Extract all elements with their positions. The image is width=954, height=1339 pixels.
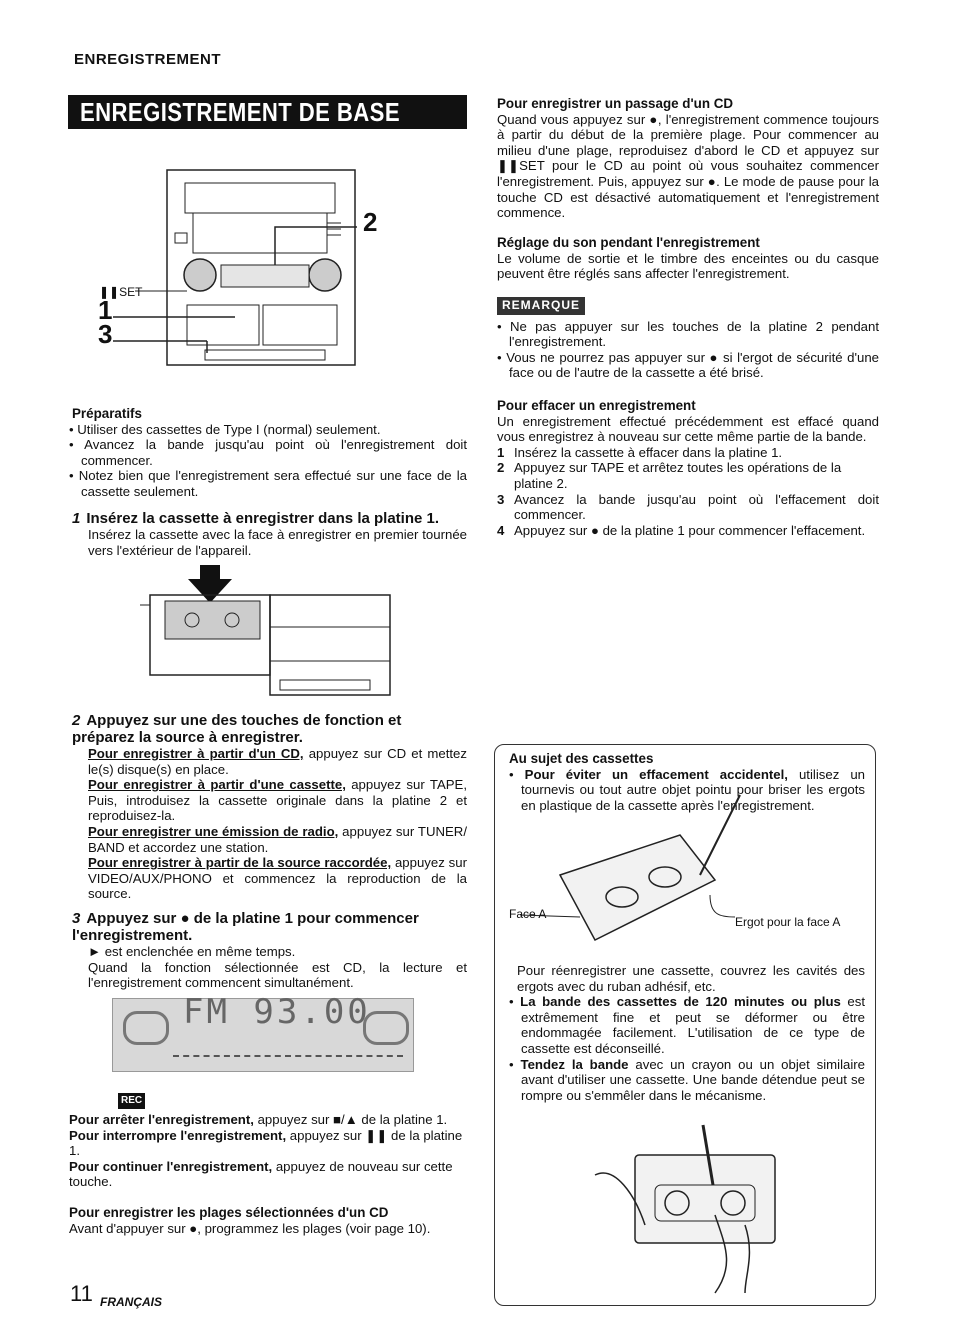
control-text: appuyez sur ■/▲ de la platine 1. xyxy=(253,1112,448,1127)
cd-passage-body: Quand vous appuyez sur ●, l'enregistrement commence toujours à partir du début de la première plage. Pour commencer au milieu d'une plage, reproduisez d'abord le CD et appuyez sur ❚❚SET pour le CD au point où vous souhaitez commencer l'enregistrement. Puis, appuyez sur ●. Le mode de pause pour la touche CD est désactivé automatiquement et l'enregistrement commence. xyxy=(497,111,879,221)
preparatifs-heading: Préparatifs xyxy=(72,406,142,421)
cassette-tab-illustration xyxy=(550,835,750,950)
list-item-text: est extrêmement fine et peut se déformer ou être endommagée facilement. L'utilisation de ce type de cassette est déconseillé. xyxy=(521,994,865,1056)
plages-section xyxy=(69,1205,467,1236)
controls-section xyxy=(69,1112,467,1190)
control-text: appuyez de nouveau sur cette touche. xyxy=(69,1158,453,1190)
page-title xyxy=(68,95,467,129)
step-1-title xyxy=(72,510,467,527)
plages-heading: Pour enregistrer les plages sélectionnées d'un CD xyxy=(69,1205,389,1220)
list-item-text: avec un crayon ou un objet similaire avant d'utiliser une cassette. Une bande détendue peut se rompre ou s'emmêler dans le mécanisme. xyxy=(521,1056,866,1103)
set-button-label: ❚❚SET xyxy=(99,285,143,299)
control-item xyxy=(69,1128,467,1159)
step-3-title xyxy=(72,910,467,944)
list-item-text: Notez bien que l'enregistrement sera effectué sur une face de la cassette seulement. xyxy=(78,468,468,499)
preparatifs-section xyxy=(69,406,467,500)
list-item: • Notez bien que l'enregistrement sera effectué sur une face de la cassette seulement. xyxy=(69,468,468,499)
tape-reels-icon xyxy=(363,1011,409,1045)
reglage-heading: Réglage du son pendant l'enregistrement xyxy=(497,235,760,250)
list-item-text: Ne pas appuyer sur les touches de la platine 2 pendant l'enregistrement. xyxy=(509,318,879,350)
list-item: • La bande des cassettes de 120 minutes ou plus est extrêmement fine et peut se déformer ou être endommagée facilement. L'utilisation de ce type de cassette est déconseillé. xyxy=(509,994,865,1056)
tape-reels-icon xyxy=(123,1011,169,1045)
effacer-heading: Pour effacer un enregistrement xyxy=(497,398,696,413)
control-item xyxy=(69,1112,467,1128)
step-number: 4 xyxy=(497,522,505,538)
source-lead: Pour enregistrer à partir d'une cassette, xyxy=(88,777,346,793)
step-3-line2: Quand la fonction sélectionnée est CD, la lecture et l'enregistrement commencent simultanément. xyxy=(88,959,467,991)
list-item-text: Vous ne pourrez pas appuyer sur ● si l'ergot de sécurité d'une face ou de l'autre de la cassette a été brisé. xyxy=(506,349,879,381)
ergot-label: Ergot pour la face A xyxy=(735,915,841,929)
step-number: 2 xyxy=(497,460,505,476)
control-lead: Pour continuer l'enregistrement, xyxy=(69,1158,273,1174)
list-item-lead: Pour éviter un effacement accidentel, xyxy=(524,766,788,782)
list-item-lead: Tendez la bande xyxy=(520,1056,629,1072)
source-lead: Pour enregistrer une émission de radio, xyxy=(88,823,339,839)
control-text: appuyez sur ❚❚ de la platine 1. xyxy=(69,1127,463,1159)
cd-passage-heading: Pour enregistrer un passage d'un CD xyxy=(497,96,734,111)
effacer-step xyxy=(497,523,879,539)
step-number: 3 xyxy=(497,491,505,507)
callout-3: 3 xyxy=(98,319,113,349)
source-item xyxy=(88,824,467,855)
list-item: • Vous ne pourrez pas appuyer sur ● si l'ergot de sécurité d'une face ou de l'autre de la cassette a été brisé. xyxy=(497,349,879,381)
control-lead: Pour interrompre l'enregistrement, xyxy=(69,1127,287,1143)
step-number: 1 xyxy=(72,510,81,527)
step-number: 1 xyxy=(497,444,505,460)
callout-1: 1 xyxy=(98,295,113,325)
step-2 xyxy=(72,712,467,902)
face-a-label: Face A xyxy=(509,907,547,921)
control-item xyxy=(69,1159,467,1190)
step-2-title xyxy=(72,712,467,746)
step-title-text: Insérez la cassette à enregistrer dans la platine 1. xyxy=(86,510,440,527)
source-item xyxy=(88,746,467,777)
list-item: • Utiliser des cassettes de Type I (normal) seulement. xyxy=(69,421,381,437)
language-label: FRANÇAIS xyxy=(100,1295,162,1309)
step-text: Avancez la bande jusqu'au point où l'effacement doit commencer. xyxy=(514,491,879,523)
step-number: 2 xyxy=(72,712,81,729)
step-text: Appuyez sur ● de la platine 1 pour commencer l'effacement. xyxy=(514,522,866,538)
list-item-text: utilisez un tournevis ou tout autre objet pointu pour briser les ergots en plastique de la cassette après l'enregistrement. xyxy=(521,766,865,813)
control-lead: Pour arrêter l'enregistrement, xyxy=(69,1112,254,1127)
page-title-text: ENREGISTREMENT DE BASE xyxy=(80,97,401,127)
step-title-text: Appuyez sur ● de la platine 1 pour commencer l'enregistrement. xyxy=(72,910,419,944)
step-text: Appuyez sur TAPE et arrêtez toutes les opérations de la platine 2. xyxy=(514,460,842,491)
list-item: • Pour éviter un effacement accidentel, utilisez un tournevis ou tout autre objet pointu pour briser les ergots en plastique de la cassette après l'enregistrement. xyxy=(509,766,865,813)
callout-2: 2 xyxy=(363,207,378,237)
lcd-divider xyxy=(173,1055,403,1057)
step-3-line1: ► est enclenchée en même temps. xyxy=(88,944,296,959)
lcd-display xyxy=(112,992,414,1072)
stereo-illustration xyxy=(95,165,395,375)
source-text: appuyez sur TAPE, Puis, introduisez la cassette originale dans la platine 2 et reproduisez-la. xyxy=(88,777,467,824)
remarque-label: REMARQUE xyxy=(497,297,585,315)
source-lead: Pour enregistrer à partir d'un CD, xyxy=(88,746,304,761)
source-lead: Pour enregistrer à partir de la source raccordée, xyxy=(88,855,392,871)
remarque-section xyxy=(497,297,879,381)
page-number: 11 xyxy=(70,1281,93,1306)
reglage-section xyxy=(497,235,879,282)
step-text: Insérez la cassette à effacer dans la platine 1. xyxy=(514,444,783,460)
list-item: • Ne pas appuyer sur les touches de la platine 2 pendant l'enregistrement. xyxy=(497,318,879,350)
cassettes-box xyxy=(494,744,876,1306)
step-1-body: Insérez la cassette avec la face à enregistrer en premier tournée vers l'extérieur de l'appareil. xyxy=(88,527,467,558)
list-item-text: Utiliser des cassettes de Type I (normal) seulement. xyxy=(77,421,381,437)
list-item: • Tendez la bande avec un crayon ou un objet similaire avant d'utiliser une cassette. Une bande détendue peut se rompre ou s'emmêler dans le mécanisme. xyxy=(509,1056,866,1103)
reenregistrer-text: Pour réenregistrer une cassette, couvrez les cavités des ergots avec du ruban adhésif, etc. xyxy=(517,963,865,994)
rec-badge: REC xyxy=(118,1093,145,1109)
pencil-tension-illustration xyxy=(595,1125,795,1295)
plages-body: Avant d'appuyer sur ●, programmez les plages (voir page 10). xyxy=(69,1220,431,1236)
source-text: appuyez sur VIDEO/AUX/PHONO et commencez la reproduction de la source. xyxy=(88,855,467,902)
cassettes-heading: Au sujet des cassettes xyxy=(509,751,654,766)
step-number: 3 xyxy=(72,910,81,927)
reglage-body: Le volume de sortie et le timbre des enceintes ou du casque peuvent être réglés sans affecter l'enregistrement. xyxy=(497,250,879,282)
source-item xyxy=(88,855,467,902)
effacer-step xyxy=(497,460,879,491)
effacer-step xyxy=(497,492,879,523)
section-label: ENREGISTREMENT xyxy=(74,51,222,68)
effacer-intro: Un enregistrement effectué précédemment est effacé quand vous enregistrez à nouveau sur cette même partie de la bande. xyxy=(497,413,879,445)
cassette-deck-illustration xyxy=(140,565,400,705)
list-item: • Avancez la bande jusqu'au point où l'enregistrement doit commencer. xyxy=(69,437,467,468)
source-text: appuyez sur TUNER/ BAND et accordez une station. xyxy=(88,823,467,855)
source-text: appuyez sur CD et mettez le(s) disque(s) en place. xyxy=(88,746,467,777)
lcd-readout: FM 93.00 xyxy=(183,992,371,1032)
effacer-step xyxy=(497,445,879,461)
list-item-lead: La bande des cassettes de 120 minutes ou plus xyxy=(520,994,841,1010)
cd-passage-section xyxy=(497,96,879,221)
step-title-text: Appuyez sur une des touches de fonction et préparez la source à enregistrer. xyxy=(72,712,402,746)
source-item xyxy=(88,777,467,824)
step-1 xyxy=(72,510,467,558)
list-item-text: Avancez la bande jusqu'au point où l'enregistrement doit commencer. xyxy=(81,437,467,468)
step-3 xyxy=(72,910,467,991)
effacer-section xyxy=(497,398,879,538)
